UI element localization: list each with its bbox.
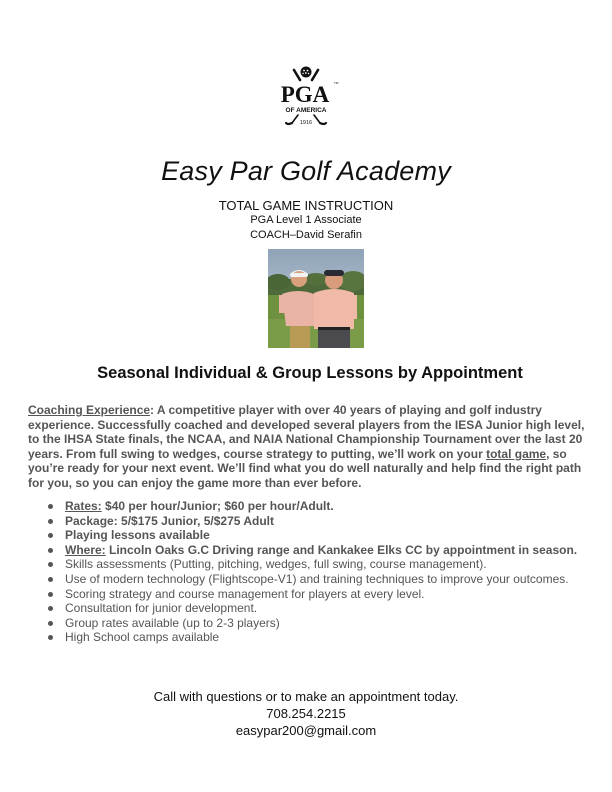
list-item-high-school-camps: [28, 630, 598, 645]
list-item-text: High School camps available: [65, 630, 220, 645]
list-item-text: Use of modern technology (Flightscope-V1) and training techniques to improve your outcomes.: [65, 571, 569, 586]
list-item-skills-assessments: [28, 557, 598, 572]
bullet-icon: [48, 577, 53, 582]
email-address[interactable]: easypar200@gmail.com: [235, 723, 377, 738]
list-item-rates: [28, 499, 598, 514]
bullet-icon: [48, 621, 53, 626]
list-item-text: Playing lessons available: [65, 528, 210, 543]
list-item-text: Consultation for junior development.: [65, 601, 258, 616]
subtitle: TOTAL GAME INSTRUCTION: [218, 198, 394, 213]
list-item-text: Skills assessments (Putting, pitching, wedges, full swing, course management).: [65, 557, 487, 572]
svg-text:OF AMERICA: OF AMERICA: [285, 107, 327, 114]
svg-text:TM: TM: [334, 81, 339, 85]
list-item-text: $40 per hour/Junior; $60 per hour/Adult.: [101, 499, 334, 513]
phone-number[interactable]: 708.254.2215: [266, 706, 346, 721]
list-item-label: Rates:: [65, 499, 102, 513]
bullet-icon: [48, 533, 53, 538]
bullet-icon: [48, 504, 53, 509]
list-item-text: Package: 5/$175 Junior, 5/$275 Adult: [65, 513, 274, 528]
bullet-icon: [48, 562, 53, 567]
bullet-icon: [48, 519, 53, 524]
list-item-scoring-strategy: [28, 587, 598, 602]
pga-logo: [268, 64, 344, 130]
bullet-icon: [48, 592, 53, 597]
experience-text-2: , so you’re ready for your next event. We’ll find what you do well naturally and help find the right path for you, so you can enjoy the game more than ever before.: [28, 446, 582, 490]
list-item-playing-lessons: [28, 528, 598, 543]
services-list: [28, 499, 598, 645]
list-item-where: [28, 543, 598, 558]
credential: PGA Level 1 Associate: [250, 214, 362, 226]
golfers-photo-image: [268, 249, 364, 348]
academy-title: Easy Par Golf Academy: [161, 156, 451, 186]
coach-name: COACH–David Serafin: [250, 229, 362, 241]
list-item-group-rates: [28, 616, 598, 631]
bullet-icon: [48, 635, 53, 640]
svg-text:1916: 1916: [299, 120, 313, 126]
list-item-text: Scoring strategy and course management for players at every level.: [65, 586, 425, 601]
svg-text:PGA: PGA: [280, 82, 330, 107]
list-item-junior-consultation: [28, 601, 598, 616]
contact-footer: [0, 688, 612, 739]
coach-photo: [268, 249, 364, 348]
list-item-label: Where:: [65, 542, 106, 557]
list-item-text: Group rates available (up to 2-3 players): [65, 615, 280, 630]
call-to-action: Call with questions or to make an appointment today.: [153, 689, 459, 704]
list-item-technology: [28, 572, 598, 587]
pga-logo-icon: [268, 64, 344, 130]
total-game-emphasis: total game: [486, 446, 547, 461]
list-item-text: Lincoln Oaks G.C Driving range and Kankakee Elks CC by appointment in season.: [105, 542, 578, 557]
list-item-package: [28, 514, 598, 529]
experience-text-1: : A competitive player with over 40 years of playing and golf industry experience. Successfully coached and developed several players from the IESA Junior high level, to the IHSA State finals, the NCAA, and NAIA National Championship Tournament over the last 20 years. From full swing to wedges, course strategy to putting, we’ll work on your: [28, 403, 585, 461]
bullet-icon: [48, 606, 53, 611]
coaching-experience-label: Coaching Experience: [28, 403, 151, 417]
coaching-experience-paragraph: [28, 403, 588, 491]
section-heading: Seasonal Individual & Group Lessons by Appointment: [97, 364, 523, 382]
bullet-icon: [48, 548, 53, 553]
